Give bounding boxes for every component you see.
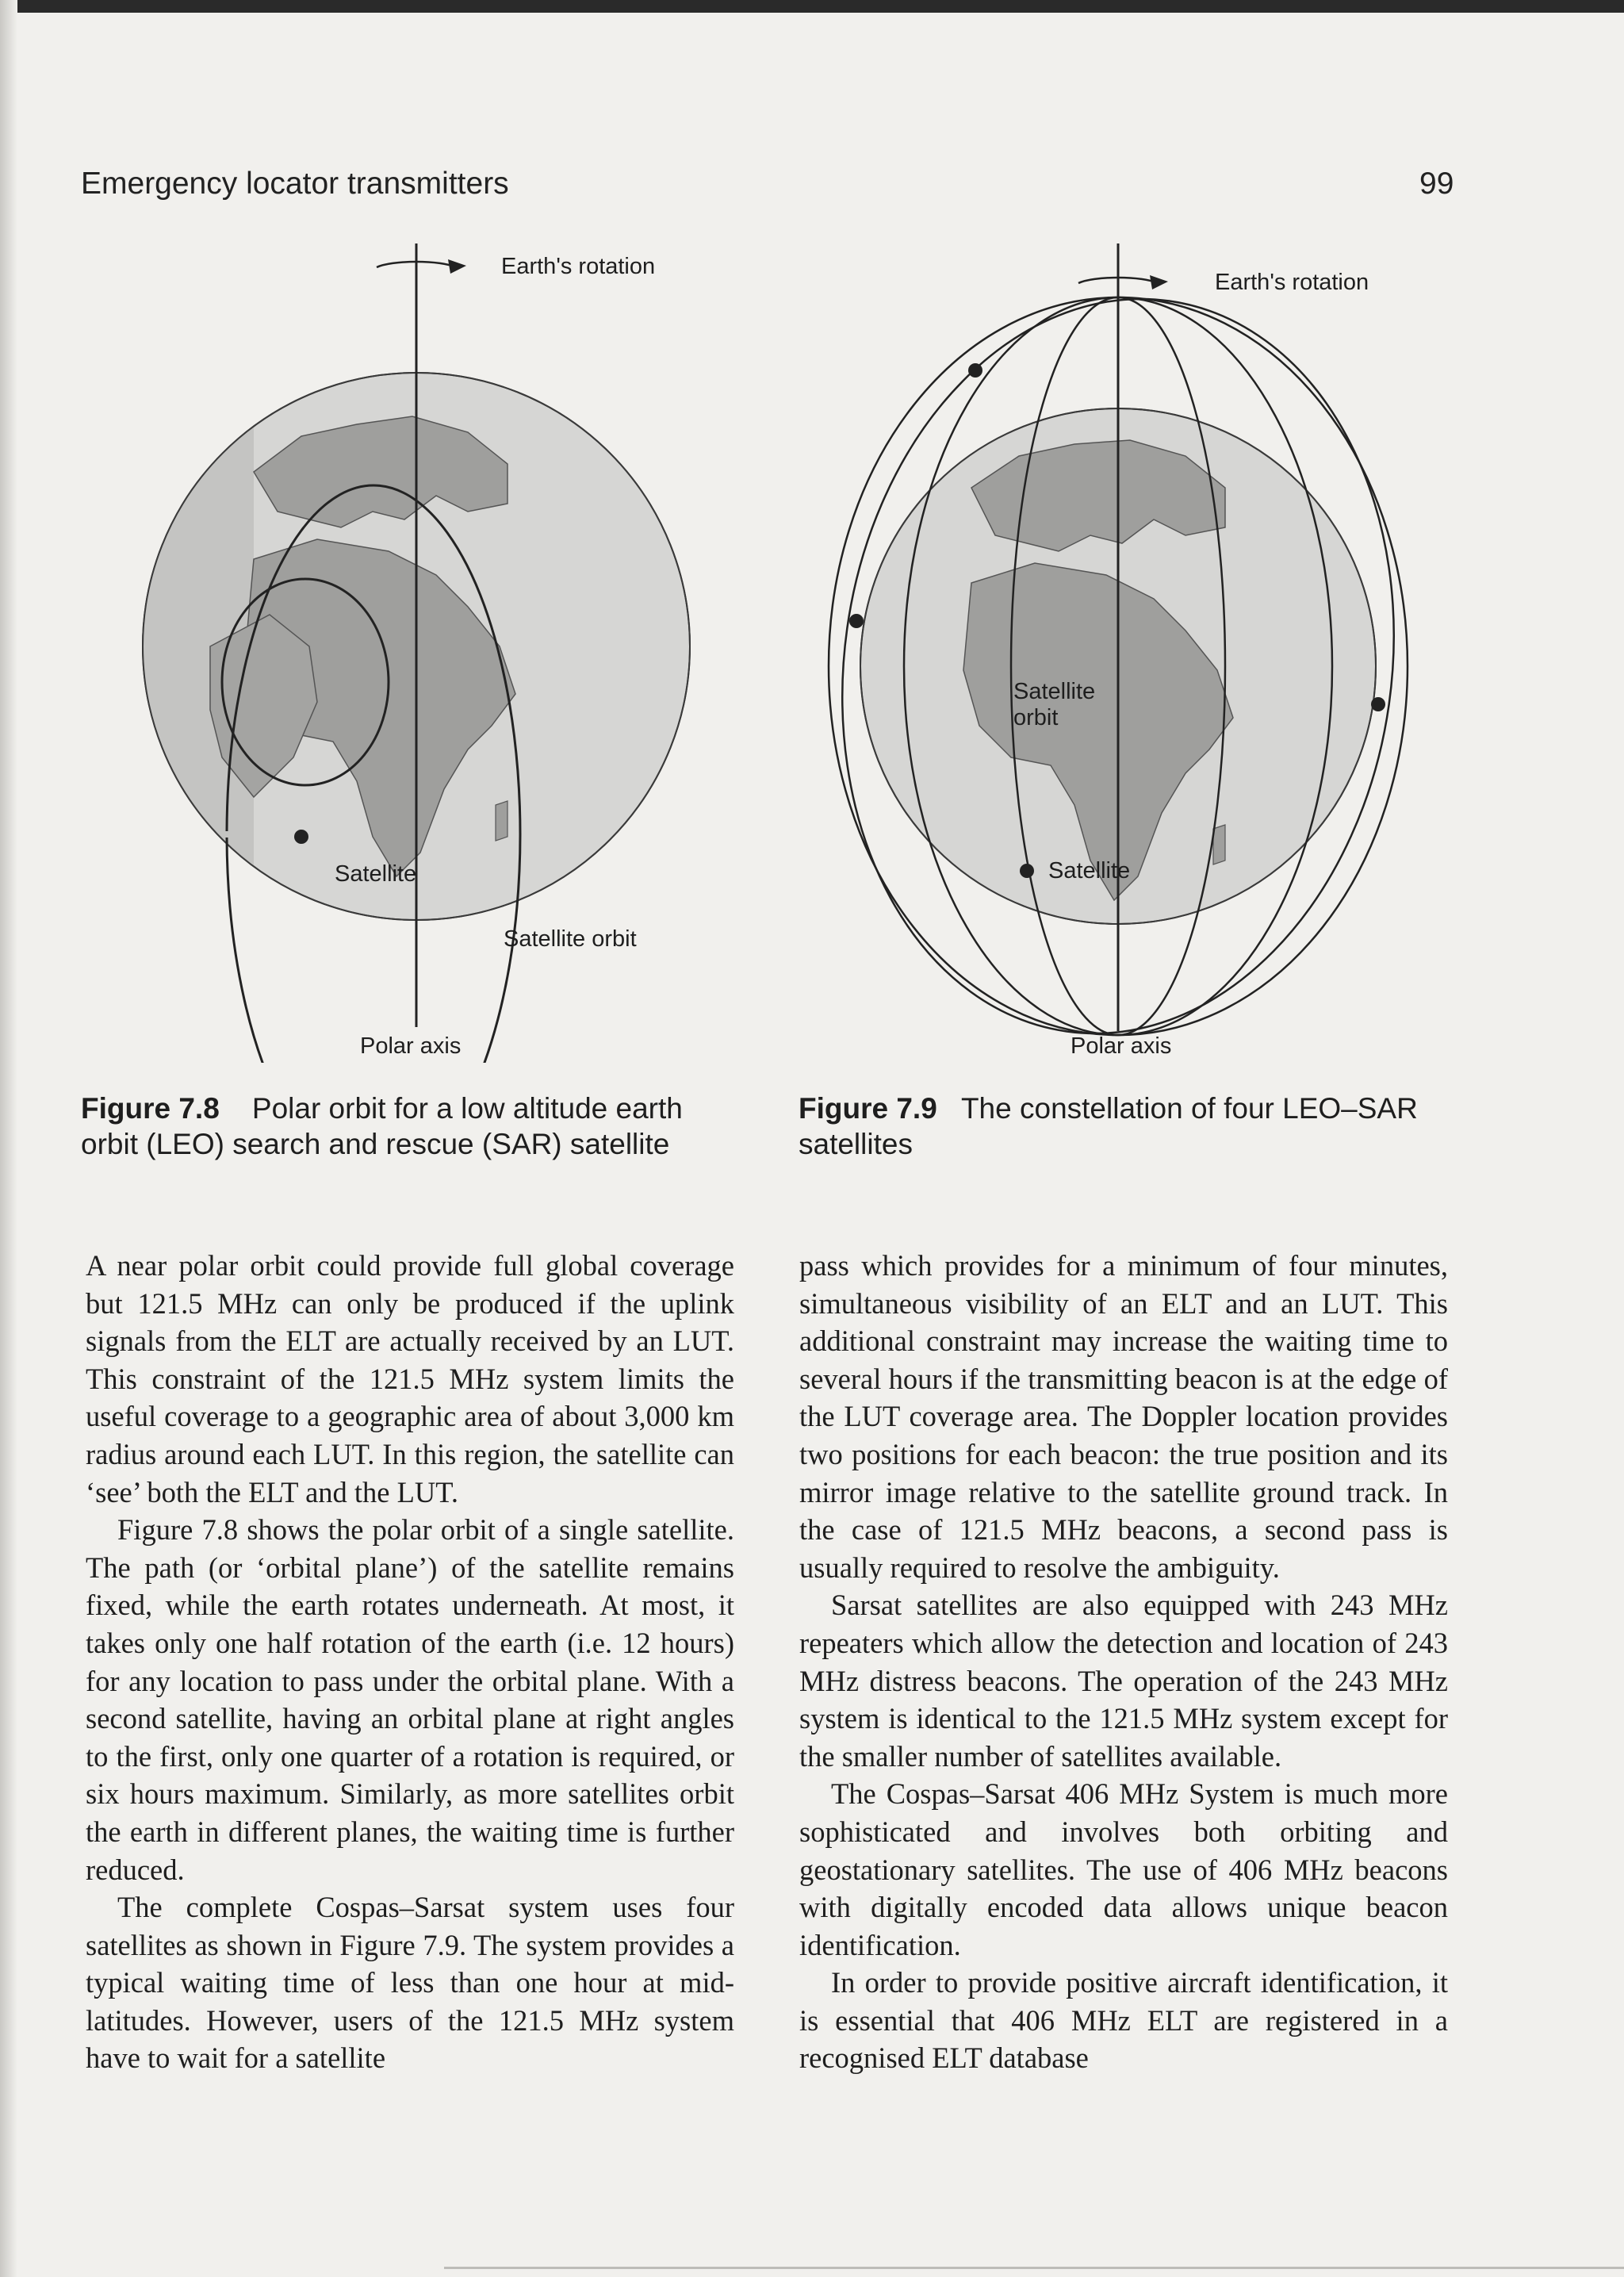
satellite-label: Satellite — [1048, 858, 1131, 884]
satellite-dot-3 — [1371, 697, 1385, 711]
scan-bottom-edge — [444, 2267, 1624, 2269]
satellite-dot-1 — [968, 363, 982, 378]
figure-7-9-diagram — [781, 234, 1455, 1063]
satellite-dot — [294, 830, 308, 844]
running-title: Emergency locator transmitters — [81, 167, 509, 201]
satellite-dot-2 — [849, 614, 864, 628]
satellite-dot-4 — [1020, 864, 1034, 878]
figure-7-8-caption — [81, 1091, 731, 1162]
paragraph: Sarsat satellites are also equipped with 243 MHz repeaters which allow the detection and location of 243 MHz distress beacons. The operation of the 243 MHz system is identical to the 121.5 MHz system except for the smaller number of satellites available. — [799, 1589, 1448, 1773]
polar-axis-label: Polar axis — [360, 1033, 462, 1059]
paragraph: The Cospas–Sarsat 406 MHz System is much more sophisticated and involves both orbiting and geostationary satellites. The use of 406 MHz beacons with digitally encoded data allows unique beacon identification. — [799, 1777, 1448, 1961]
scan-top-edge — [0, 0, 1624, 13]
figure-7-9-caption — [799, 1091, 1457, 1162]
polar-axis-label: Polar axis — [1071, 1033, 1172, 1059]
earths-rotation-label: Earth's rotation — [1215, 270, 1369, 295]
satellite-orbit-label-line1: Satellite — [1013, 679, 1096, 704]
caption-text: Polar orbit for a low altitude earth orbit (LEO) search and rescue (SAR) satellite — [81, 1092, 683, 1160]
right-text-column — [799, 1247, 1448, 2077]
paragraph: A near polar orbit could provide full global coverage but 121.5 MHz can only be produced if the uplink signals from the ELT are actually received by an LUT. This constraint of the 121.5 MHz system limits the useful coverage to a geographic area of about 3,000 km radius around each LUT. In this region, the satellite can ‘see’ both the ELT and the LUT. — [86, 1249, 734, 1508]
left-text-column — [86, 1247, 734, 2077]
earths-rotation-label: Earth's rotation — [501, 254, 656, 279]
caption-number: Figure 7.9 — [799, 1092, 937, 1125]
paragraph: Figure 7.8 shows the polar orbit of a single satellite. The path (or ‘orbital plane’) of the satellite remains fixed, while the earth rotates underneath. At most, it takes only one half rotation of the earth (i.e. 12 hours) for any location to pass under the orbital plane. With a second satellite, having an orbital plane at right angles to the first, only one quarter of a rotation is required, or six hours maximum. Similarly, as more satellites orbit the earth in different planes, the waiting time is further reduced. — [86, 1513, 734, 1886]
rotation-arrowhead — [1150, 275, 1168, 289]
scan-left-shadow — [0, 0, 17, 2277]
satellite-label: Satellite — [335, 861, 417, 887]
paragraph: In order to provide positive aircraft identification, it is essential that 406 MHz ELT are registered in a recognised ELT database — [799, 1966, 1448, 2075]
page-number: 99 — [1419, 167, 1454, 201]
satellite-orbit-label: Satellite orbit — [504, 926, 637, 952]
caption-number: Figure 7.8 — [81, 1092, 220, 1125]
satellite-orbit-label-line2: orbit — [1013, 705, 1059, 730]
paragraph: The complete Cospas–Sarsat system uses four satellites as shown in Figure 7.9. The system provides a typical waiting time of less than one hour at mid-latitudes. However, users of the 121.5 MHz system have to wait for a satellite — [86, 1891, 734, 2075]
madagascar-landmass — [1213, 825, 1225, 864]
paragraph: pass which provides for a minimum of four minutes, simultaneous visibility of an ELT and an LUT. This additional constraint may increase the waiting time to several hours if the transmitting beacon is at the edge of the LUT coverage area. The Doppler location provides two positions for each beacon: the true position and its mirror image relative to the satellite ground track. In the case of 121.5 MHz beacons, a second pass is usually required to resolve the ambiguity. — [799, 1249, 1448, 1584]
rotation-arrowhead — [448, 259, 466, 274]
figure-7-8-diagram — [135, 234, 706, 1063]
caption-text: The constellation of four LEO–SAR satellites — [799, 1092, 1418, 1160]
madagascar-landmass — [496, 801, 508, 841]
